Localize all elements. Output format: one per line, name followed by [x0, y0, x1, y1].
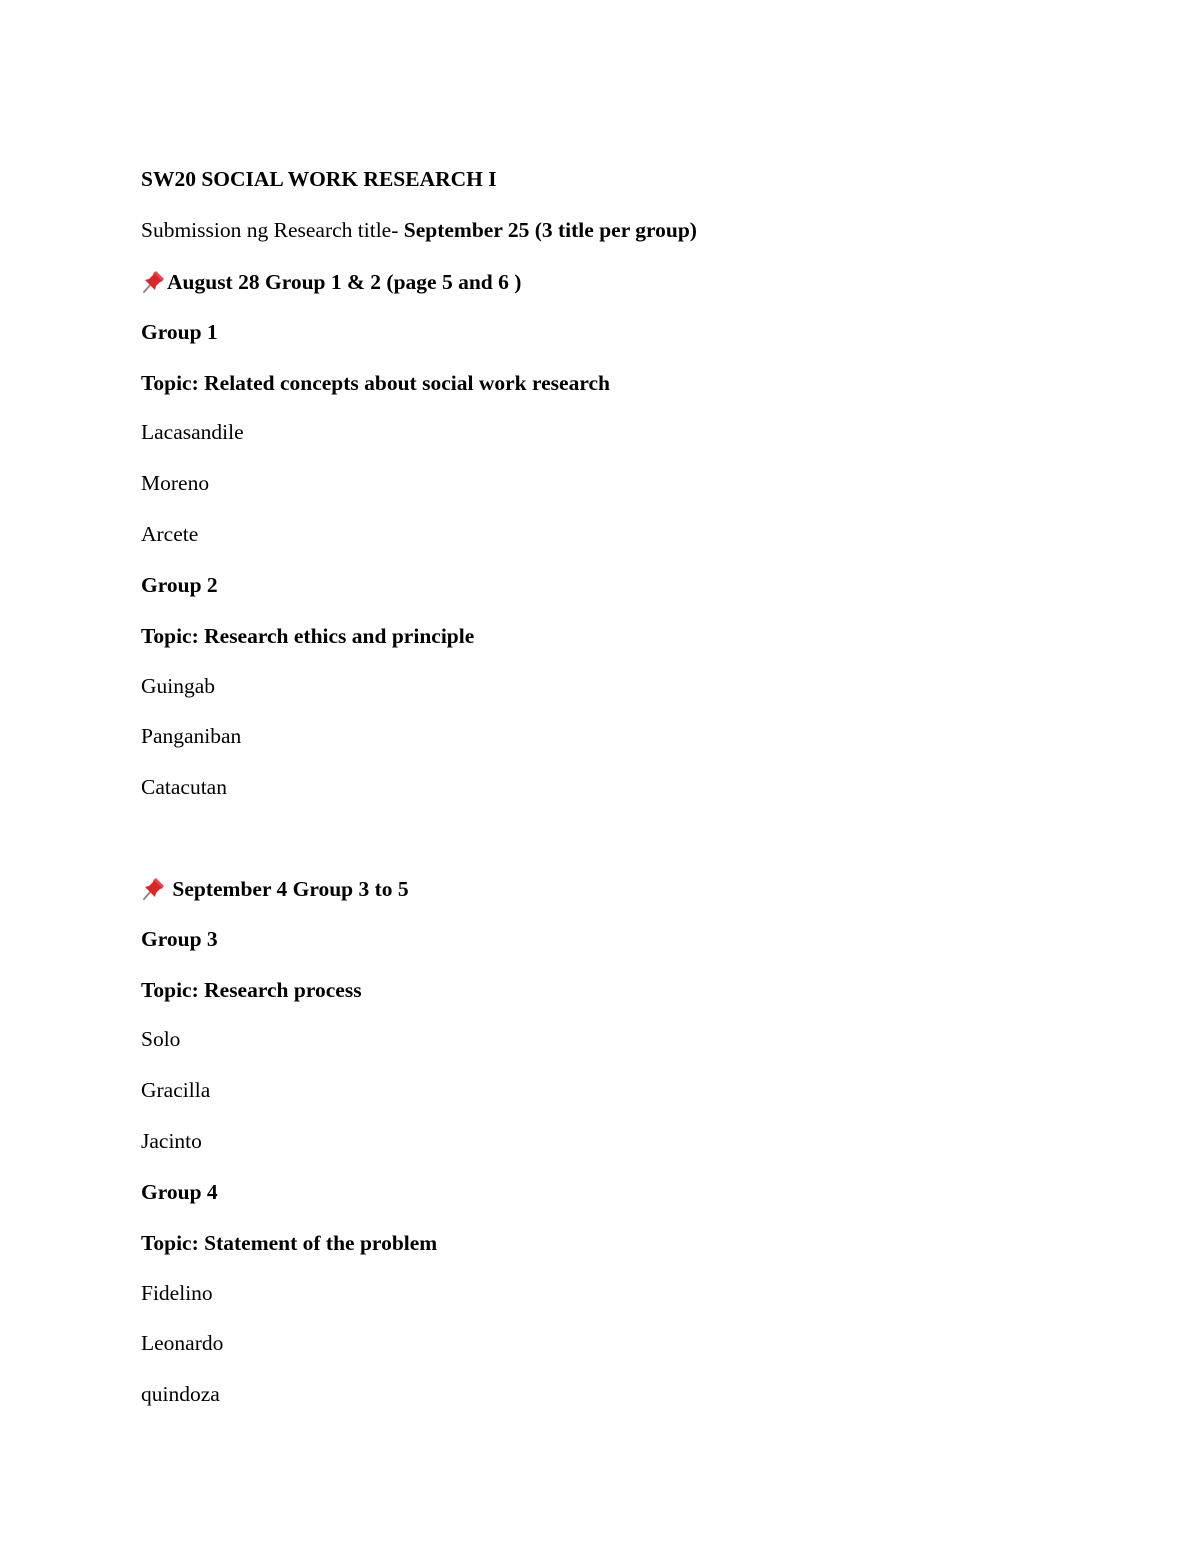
- section-heading-august-28: [141, 268, 521, 294]
- group-member: Gracilla: [141, 1078, 211, 1102]
- submission-line: [141, 217, 697, 243]
- group-name: Group 2: [141, 573, 218, 597]
- group-member: Jacinto: [141, 1129, 202, 1153]
- submission-deadline: September 25 (3 title per group): [403, 218, 697, 242]
- pushpin-icon: [141, 875, 167, 901]
- pushpin-icon: [141, 268, 167, 294]
- group-member: quindoza: [141, 1382, 220, 1406]
- group-topic: Topic: Related concepts about social work research: [141, 371, 610, 395]
- section-heading-text: September 4 Group 3 to 5: [167, 877, 409, 901]
- document-title: SW20 SOCIAL WORK RESEARCH I: [141, 167, 497, 191]
- group-member: Lacasandile: [141, 420, 244, 444]
- group-member: Panganiban: [141, 724, 242, 748]
- group-member: Guingab: [141, 674, 216, 698]
- group-member: Catacutan: [141, 775, 227, 799]
- group-name: Group 4: [141, 1180, 218, 1204]
- group-member: Fidelino: [141, 1281, 213, 1305]
- group-member: Solo: [141, 1027, 181, 1051]
- submission-prefix: Submission ng Research title-: [141, 218, 404, 242]
- group-topic: Topic: Statement of the problem: [141, 1231, 438, 1255]
- group-topic: Topic: Research process: [141, 978, 362, 1002]
- group-name: Group 1: [141, 320, 218, 344]
- group-member: Moreno: [141, 471, 210, 495]
- group-name: Group 3: [141, 927, 218, 951]
- group-topic: Topic: Research ethics and principle: [141, 624, 475, 648]
- section-heading-text: August 28 Group 1 & 2 (page 5 and 6 ): [167, 270, 522, 294]
- section-heading-september-4: [141, 875, 409, 901]
- group-member: Arcete: [141, 522, 199, 546]
- group-member: Leonardo: [141, 1331, 224, 1355]
